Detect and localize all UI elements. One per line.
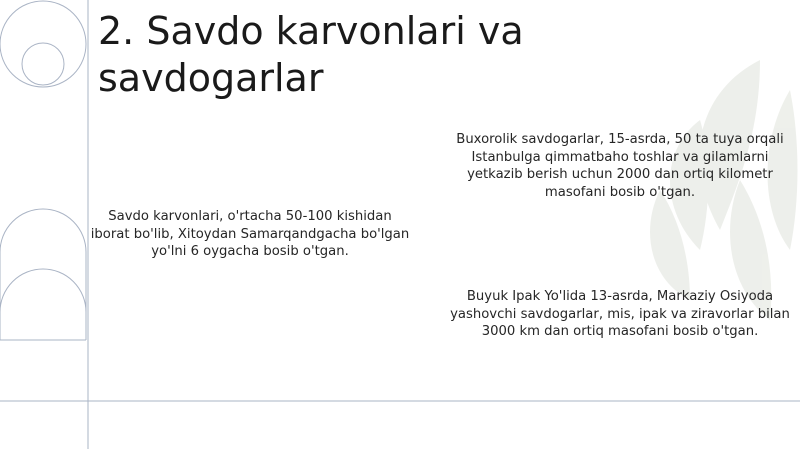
- large-circle-decoration: [0, 1, 86, 87]
- slide-title: 2. Savdo karvonlari va savdogarlar: [98, 9, 524, 100]
- text-block-silk-road: Buyuk Ipak Yo'lida 13-asrda, Markaziy Osiyoda yashovchi savdogarlar, mis, ipak va ziravorlar bilan 3000 km dan ortiq masofani bosib o'tgan.: [450, 289, 790, 340]
- text-block-bukhara-merchants: Buxorolik savdogarlar, 15-asrda, 50 ta tuya orqali Istanbulga qimmatbaho toshlar va gilamlarni yetkazib berish uchun 2000 dan ortiq kilometr masofani bosib o'tgan.: [456, 132, 784, 200]
- text-block-caravans: Savdo karvonlari, o'rtacha 50-100 kishidan iborat bo'lib, Xitoydan Samarqandgacha bo'lgan yo'lni 6 oygacha bosib o'tgan.: [90, 209, 410, 260]
- arch-decoration: [0, 209, 86, 340]
- arch-decoration-inner: [0, 269, 86, 340]
- small-circle-decoration: [22, 43, 64, 85]
